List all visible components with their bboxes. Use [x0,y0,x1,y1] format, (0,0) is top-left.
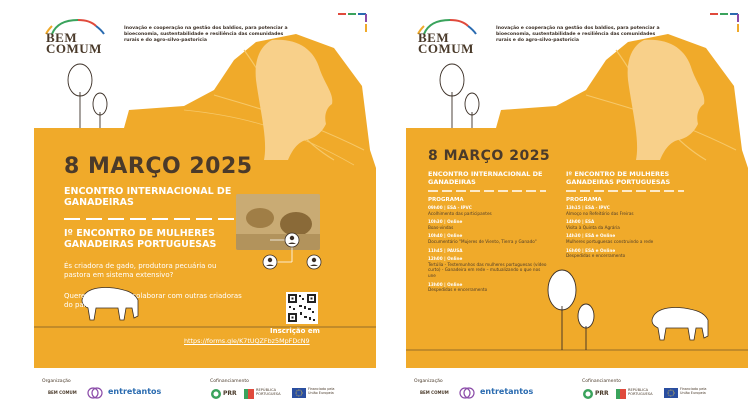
signup-label: Inscrição em [270,327,320,335]
dashed-divider-1 [428,189,546,193]
program-item: 09h00 | ESA - IPVC Acolhimento das participantes [428,205,492,216]
event-title-international: ENCONTRO INTERNACIONAL DE GANADEIRAS [64,186,232,208]
footer [34,368,376,420]
logo-text: BEM COMUM [418,30,474,56]
footer-logo-entretantos: entretantos [108,387,162,396]
logo-text: BEM COMUM [46,30,102,56]
bem-comum-logo [42,18,124,60]
footer-logo-bem-comum: BEM COMUM [420,390,449,395]
dashed-divider-2 [566,189,684,193]
program-1-list [428,205,548,296]
footer-org-icon [86,386,104,400]
event-date: 8 MARÇO 2025 [428,148,551,164]
program-item: 13h15 | ESA - IPVC Almoço no Refeitório das Freiras [566,205,634,216]
event-date: 8 MARÇO 2025 [64,154,253,179]
footer [406,368,748,420]
eu-flag-icon [664,388,678,398]
question-1: És criadora de gado, produtora pecuária ou pastora em sistema extensivo? [64,262,217,279]
financing-label: Cofinanciamento [210,379,249,384]
footer-logo-prr: PRR [223,390,237,397]
question-2: Queres conhecer e colaborar com outras criadoras do país? [64,292,242,309]
people-network-icon [256,230,328,274]
program-item: 10h30 | Online Boas-vindas [428,219,463,230]
program-item: 11h45 | PAUSA [428,247,463,253]
republica-flag-icon [244,389,254,399]
prr-logo-icon [582,388,594,400]
republica-flag-icon [616,389,626,399]
footer-logo-republica: REPÚBLICA PORTUGUESA [256,388,281,396]
footer-logo-republica: REPÚBLICA PORTUGUESA [628,388,653,396]
footer-org-icon [458,386,476,400]
organization-label: Organização [414,379,443,384]
event-title-international: ENCONTRO INTERNACIONAL DE GANADEIRAS [428,170,543,186]
poster-left [34,0,376,420]
tagline: Inovação e cooperação na gestão dos baldios, para potenciar a bioeconomia, sustentabilidade e resiliência das comunidades rurais e do agro-silvo-pastoricia [124,26,288,43]
poster-right [406,0,748,420]
program-item: 13h00 | Online Despedidas e encerramento [428,281,488,293]
dashed-divider [64,216,234,222]
corner-decoration-icon [334,8,370,44]
program-2-list [566,205,696,262]
tagline: Inovação e cooperação na gestão dos baldios, para potenciar a bioeconomia, sustentabilidade e resiliência das comunidades rurais e do agro-silvo-pastoricia [496,26,660,43]
program-1-title: PROGRAMA [428,197,464,203]
program-item: 10h40 | Online Documentário "Mujeres de Viento, Tierra y Ganado" [428,233,537,244]
event-title-portuguese: Iº ENCONTRO DE MULHERES GANADEIRAS PORTUGUESAS [566,170,671,186]
bem-comum-logo [414,18,496,60]
program-item: 14h00 | ESA Visita à Quinta da Agrária [566,219,620,230]
program-item: 14h30 | ESA e Online Mulheres portuguesas construindo a rede [566,233,654,244]
footer-logo-bem-comum: BEM COMUM [48,390,77,395]
corner-decoration-icon [706,8,742,44]
footer-logo-prr: PRR [595,390,609,397]
event-title-portuguese: Iº ENCONTRO DE MULHERES GANADEIRAS PORTUGUESAS [64,228,217,250]
financing-label: Cofinanciamento [582,379,621,384]
signup-link[interactable]: https://forms.gle/K7tUQZFbz5MpFDcN9 [184,337,310,345]
eu-flag-icon [292,388,306,398]
qr-code-icon [286,292,318,324]
footer-logo-eu: Financiado pela União Europeia [308,387,335,395]
footer-logo-entretantos: entretantos [480,387,534,396]
program-2-title: PROGRAMA [566,197,602,203]
program-item: 16h00 | ESA e Online Despedidas e encerramento [566,247,626,259]
footer-logo-eu: Financiado pela União Europeia [680,387,707,395]
organization-label: Organização [42,379,71,384]
prr-logo-icon [210,388,222,400]
program-item: 12h00 | Online Tertúlia - Testemunhos das mulheres portuguesas (vídeo curto) - Ganadeira em rede – mutualizando o que nos une [428,256,547,278]
